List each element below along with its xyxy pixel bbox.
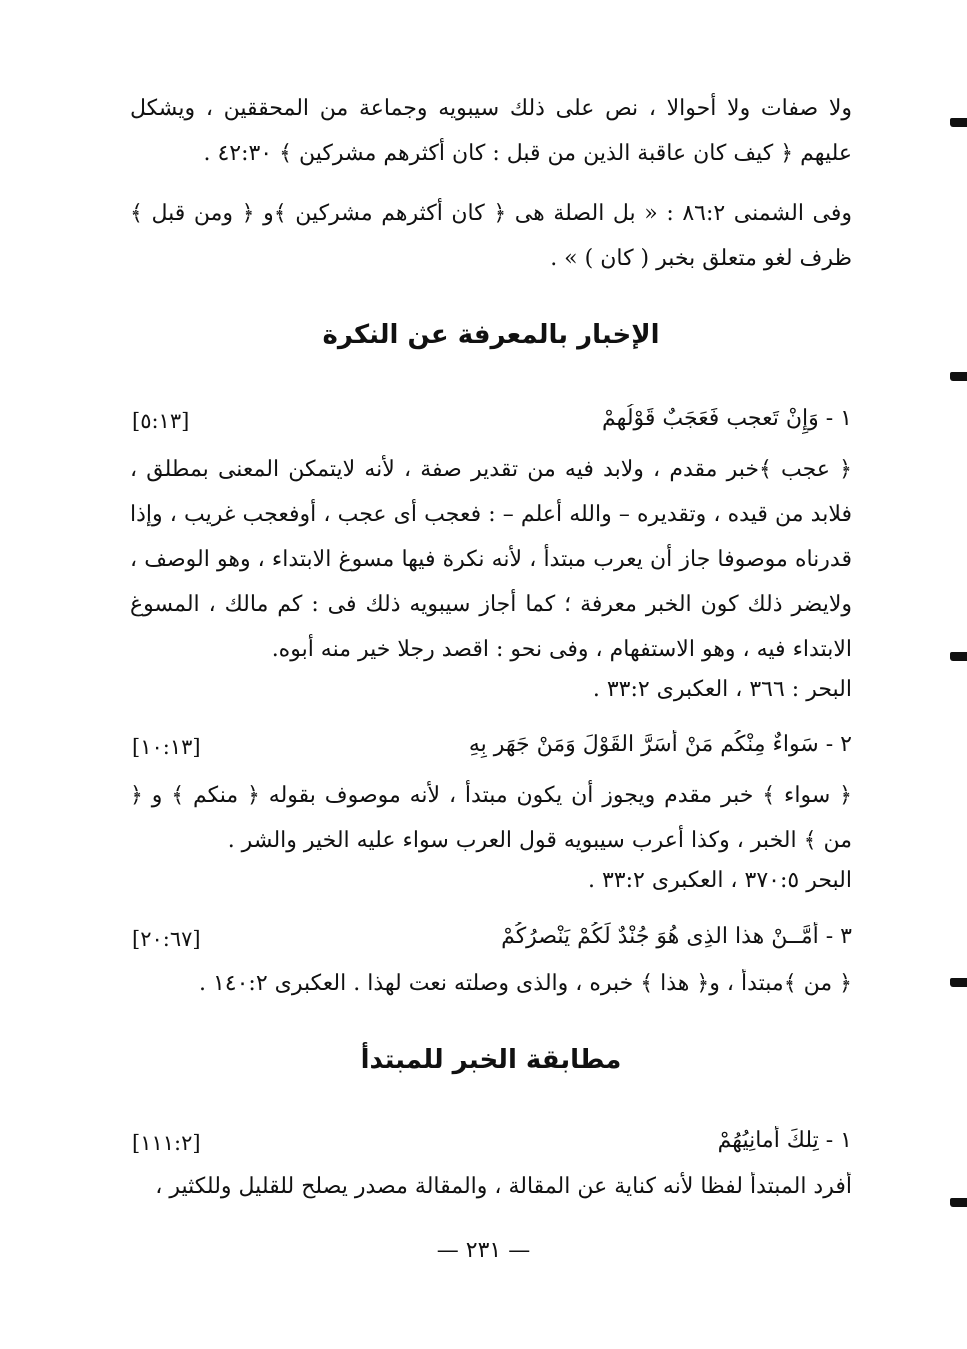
source-line-1-2: البحر ٣٧٠:٥ ، العكبرى ٣٣:٢ . [587, 868, 852, 893]
scan-edge-mark [950, 1198, 967, 1207]
verse-line-1-2: ٢ - سَواءٌ مِنْكُم مَنْ أَسَرَّ القَوْلَ وَمَنْ جَهَر بِهِ [468, 732, 852, 757]
verse-reference-1-3: [٢٠:٦٧] [132, 927, 201, 951]
verse-line-1-3: ٣ - أَمَّــنْ هذا الذِى هُوَ جُنْدٌ لَكُمْ يَنْصرُكُمْ [501, 924, 852, 949]
commentary-1-2: ﴿ سواء ﴾ خبر مقدم ويجوز أن يكون مبتدأ ، لأنه موصوف بقوله ﴿ منكم ﴾ و ﴿ من ﴾ الخبر ، وكذا أعرب سيبويه قول العرب سواء عليه الخير والشر . [130, 783, 852, 853]
section-heading-2: مطابقة الخبر للمبتدأ [360, 1045, 622, 1075]
verse-line-1-1: ١ - وَإِنْ تَعجب فَعَجَبٌ قَوْلُهمْ [602, 406, 852, 431]
scan-edge-mark [950, 118, 967, 127]
commentary-2-1: أفرد المبتدأ لفظا لأنه كناية عن المقالة ، والمقالة مصدر يصلح للقليل وللكثير ، [155, 1174, 852, 1199]
section-heading-1: الإخبار بالمعرفة عن النكرة [322, 320, 660, 350]
verse-reference-2-1: [١١١:٢] [132, 1131, 201, 1155]
verse-reference-1-2: [١٠:١٣] [132, 735, 201, 759]
scan-edge-mark [950, 652, 967, 661]
page-number: — ٢٣١ — [436, 1238, 531, 1263]
shumunni-paragraph: وفى الشمنى ٨٦:٢ : « بل الصلة هى ﴿ كان أكثرهم مشركين ﴾و ﴿ ومن قبل ﴾ظرف لغو متعلق بخبر ( كان ) » . [130, 201, 852, 271]
verse-reference-1-1: [٥:١٣] [132, 409, 190, 433]
commentary-1-1: ﴿ عجب ﴾خبر مقدم ، ولابد فيه من تقدير صفة ، لأنه لايتمكن المعنى بمطلق ، فلابد من قيده ، وتقديره – والله أعلم – : فعجب أى عجب ، أوفعجب غريب ، وإذا قدرناه موصوفا جاز أن يعرب مبتدأ ، لأنه نكرة فيها مسوغ الابتداء ، وهو الوصف ، ولايضر ذلك كون الخبر معرفة ؛ كما أجاز سيبويه ذلك فى : كم مالك ، المسوغ الابتداء فيه ، وهو الاستفهام ، وفى نحو : اقصد رجلا خير منه أبوه. [130, 457, 852, 662]
source-line-1-1: البحر : ٣٦٦ ، العكبرى ٣٣:٢ . [592, 677, 852, 702]
commentary-1-3: ﴿ من ﴾مبتدأ ، و﴿ هذا ﴾ خبره ، والذى وصلته نعت لهذا . العكبرى ١٤٠:٢ . [198, 971, 852, 996]
scan-edge-mark [950, 978, 967, 987]
scan-edge-mark [950, 372, 967, 381]
verse-line-2-1: ١ - تِلكَ أَمانِيُهُمْ [717, 1128, 852, 1153]
intro-paragraph: ولا صفات ولا أحوالا ، نص على ذلك سيبويه وجماعة من المحققين ، ويشكل عليهم ﴿ كيف كان عاقبة الذين من قبل : كان أكثرهم مشركين ﴾ ٤٢:٣٠ . [130, 96, 852, 166]
